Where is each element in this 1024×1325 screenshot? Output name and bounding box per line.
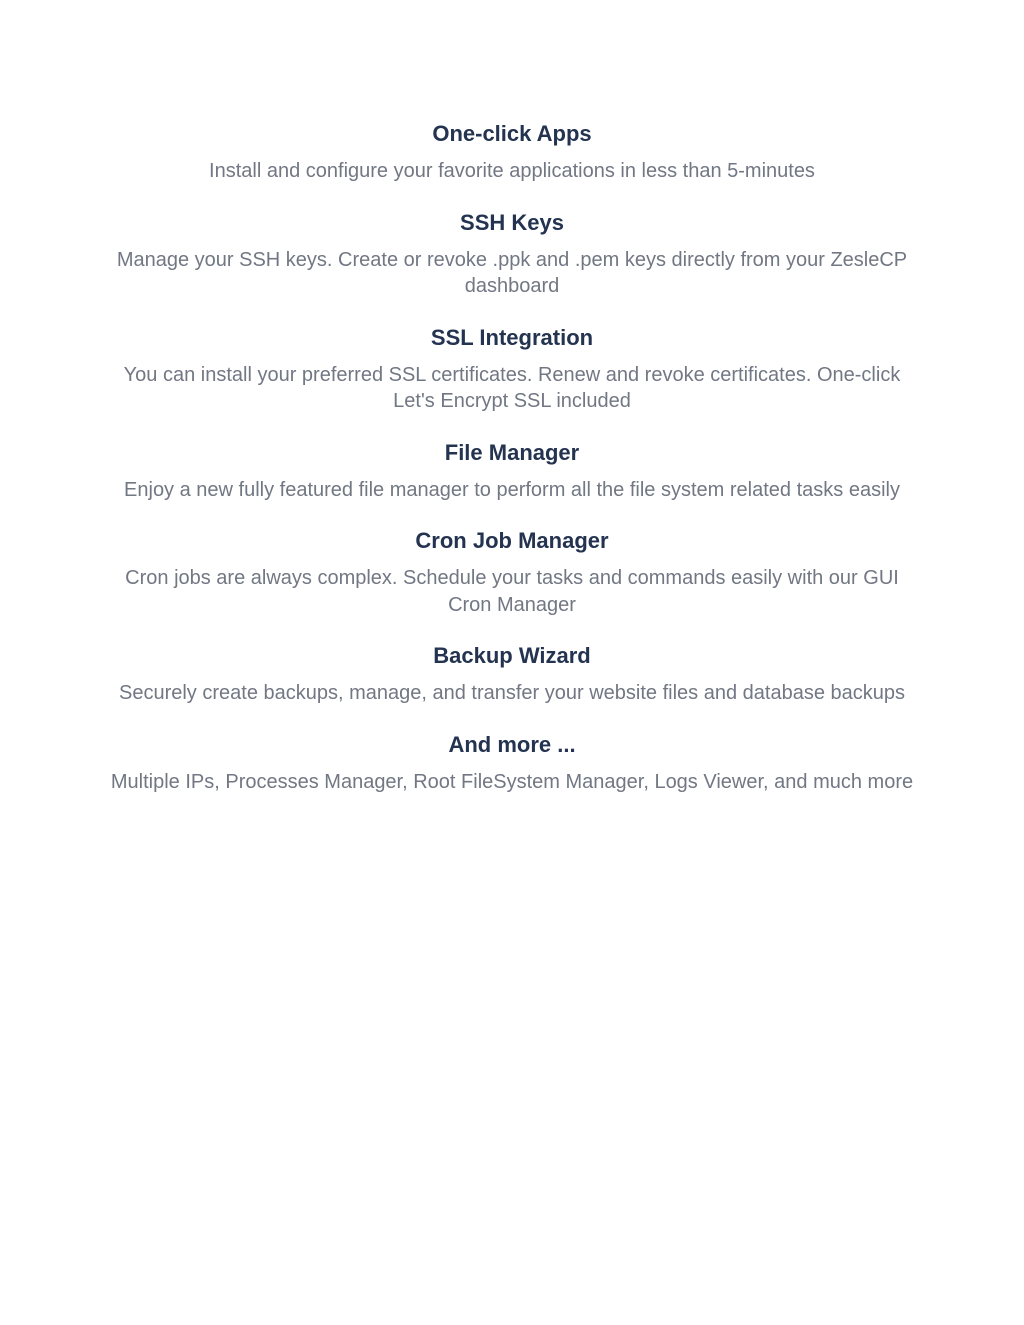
feature-cron-job-manager: [102, 527, 922, 618]
feature-title: File Manager: [444, 439, 580, 465]
feature-description: Cron jobs are always complex. Schedule your tasks and commands easily with our GUI Cron Manager: [125, 567, 899, 616]
feature-description: Install and configure your favorite applications in less than 5-minutes: [209, 160, 815, 182]
feature-title: SSH Keys: [460, 209, 564, 235]
feature-description: You can install your preferred SSL certificates. Renew and revoke certificates. One-click Let's Encrypt SSL included: [123, 363, 901, 412]
feature-list: [102, 0, 922, 795]
feature-and-more: [102, 731, 922, 796]
feature-title: And more ...: [448, 731, 576, 757]
feature-description: Multiple IPs, Processes Manager, Root FileSystem Manager, Logs Viewer, and much more: [110, 770, 914, 793]
feature-description: Enjoy a new fully featured file manager to perform all the file system related tasks easily: [124, 478, 900, 501]
feature-title: SSL Integration: [430, 324, 594, 350]
feature-description: Manage your SSH keys. Create or revoke .ppk and .pem keys directly from your ZesleCP dashboard: [116, 248, 908, 297]
feature-one-click-apps: [102, 120, 922, 185]
feature-description: Securely create backups, manage, and transfer your website files and database backups: [118, 682, 905, 704]
feature-file-manager: [102, 439, 922, 504]
feature-ssl-integration: [102, 324, 922, 415]
feature-backup-wizard: [102, 642, 922, 707]
feature-title: Cron Job Manager: [415, 528, 609, 553]
feature-ssh-keys: [102, 209, 922, 300]
feature-title: Backup Wizard: [433, 643, 591, 668]
feature-title: One-click Apps: [432, 121, 592, 146]
